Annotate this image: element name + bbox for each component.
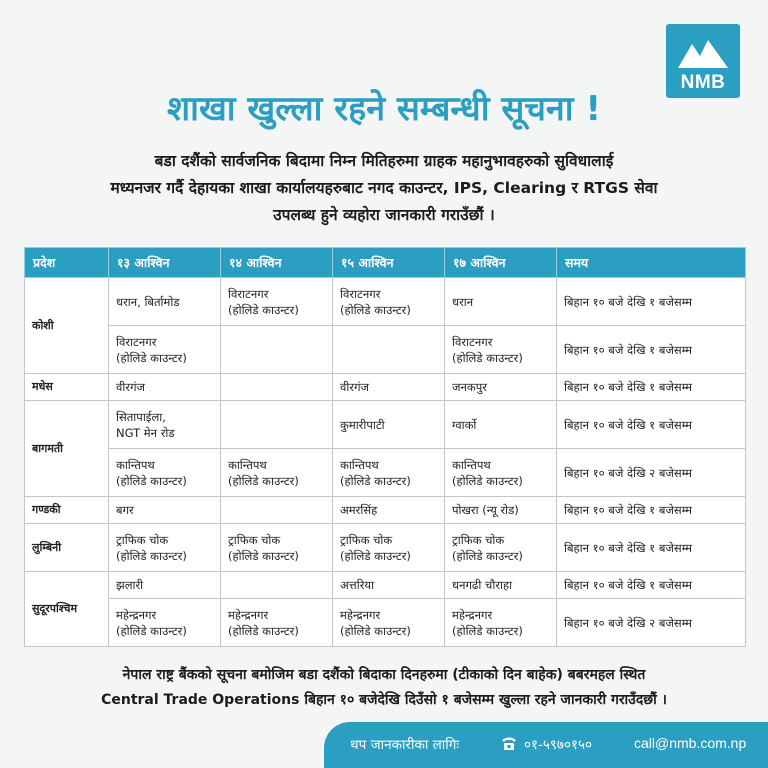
branch-cell [445,599,557,647]
page-title: शाखा खुल्ला रहने सम्बन्धी सूचना ! [167,89,601,129]
branch-cell [445,449,557,497]
table-row [25,401,746,449]
cell-line: कान्तिपथ [340,457,379,472]
footer-line: नेपाल राष्ट्र बैंकको सूचना बमोजिम बडा दशैंको बिदाका दिनहरुमा (टीकाको दिन बाहेक) बबरमहल स्थित [122,667,646,683]
cell-line: विराटनगर [452,334,493,349]
cell-line: ट्राफिक चोक [340,532,393,547]
cell-line: महेन्द्रनगर [228,607,269,622]
cell-line: ट्राफिक चोक [116,532,169,547]
cell-line: (होलिडे काउन्टर) [228,302,299,317]
cell-line: कान्तिपथ [452,457,491,472]
table-row [25,524,746,572]
time-cell: बिहान १० बजे देखि १ बजेसम्म [557,401,746,449]
logo-text: NMB [680,72,726,93]
branch-cell [109,599,221,647]
header-date: १४ आश्विन [221,248,333,278]
cell-line: कान्तिपथ [116,457,155,472]
branch-cell: ग्वार्को [445,401,557,449]
branch-cell [109,524,221,572]
province-cell: बागमती [25,401,109,497]
branch-cell: बगर [109,497,221,524]
mountain-logo-icon [676,34,730,70]
contact-label: थप जानकारीका लागिः [350,737,460,753]
branch-cell: धरान, बिर्तामोड [109,278,221,326]
cell-line: विराटनगर [116,334,157,349]
province-cell: कोशी [25,278,109,374]
header-time: समय [557,248,746,278]
intro-text [40,148,728,229]
cell-line: (होलिडे काउन्टर) [452,623,523,638]
branch-cell: जनकपुर [445,374,557,401]
branch-cell [221,572,333,599]
branch-cell [221,374,333,401]
branch-cell [333,326,445,374]
intro-line: उपलब्ध हुने व्यहोरा जानकारी गराउँछौं । [273,206,495,224]
header-date: १७ आश्विन [445,248,557,278]
cell-line: (होलिडे काउन्टर) [452,473,523,488]
branch-cell: कुमारीपाटी [333,401,445,449]
branch-cell [333,599,445,647]
cell-line: सितापाईला, [116,409,166,424]
header-date: १३ आश्विन [109,248,221,278]
cell-line: महेन्द्रनगर [340,607,381,622]
intro-line: बडा दशैंको सार्वजनिक बिदामा निम्न मितिहरुमा ग्राहक महानुभावहरुको सुविधालाई [154,152,614,170]
cell-line: महेन्द्रनगर [116,607,157,622]
cell-line: (होलिडे काउन्टर) [340,302,411,317]
cell-line: NGT मेन रोड [116,425,175,440]
cell-line: विराटनगर [228,286,269,301]
branch-cell [221,278,333,326]
header-date: १५ आश्विन [333,248,445,278]
time-cell: बिहान १० बजे देखि १ बजेसम्म [557,374,746,401]
branch-cell [333,524,445,572]
branch-cell [445,524,557,572]
footer-line: Central Trade Operations बिहान १० बजेदेखि दिउँसो १ बजेसम्म खुल्ला रहने जानकारी गराउँदछौं । [101,692,667,708]
table-row [25,599,746,647]
province-cell: सुदूरपश्चिम [25,572,109,647]
branch-cell [221,449,333,497]
time-cell: बिहान १० बजे देखि २ बजेसम्म [557,449,746,497]
branch-cell [221,401,333,449]
cell-line: (होलिडे काउन्टर) [340,548,411,563]
intro-line: मध्यनजर गर्दै देहायका शाखा कार्यालयहरुबाट नगद काउन्टर, IPS, Clearing र RTGS सेवा [110,179,658,197]
cell-line: (होलिडे काउन्टर) [116,548,187,563]
footer-notice [20,663,748,713]
phone-icon [500,734,518,752]
header-province: प्रदेश [25,248,109,278]
branch-cell [221,497,333,524]
province-cell: मधेस [25,374,109,401]
cell-line: (होलिडे काउन्टर) [116,623,187,638]
table-header-row [25,248,746,278]
branch-cell [109,401,221,449]
cell-line: (होलिडे काउन्टर) [452,548,523,563]
time-cell: बिहान १० बजे देखि १ बजेसम्म [557,497,746,524]
table-row [25,572,746,599]
cell-line: (होलिडे काउन्टर) [340,623,411,638]
branch-cell [333,449,445,497]
branch-cell: अमरसिंह [333,497,445,524]
branch-cell [221,599,333,647]
table-row [25,497,746,524]
time-cell: बिहान १० बजे देखि १ बजेसम्म [557,572,746,599]
time-cell: बिहान १० बजे देखि १ बजेसम्म [557,278,746,326]
branch-cell: झलारी [109,572,221,599]
cell-line: ट्राफिक चोक [452,532,505,547]
branch-schedule-table [24,247,746,647]
branch-cell [445,326,557,374]
cell-line: महेन्द्रनगर [452,607,493,622]
cell-line: विराटनगर [340,286,381,301]
contact-email[interactable]: call@nmb.com.np [634,735,747,751]
branch-cell: अत्तरिया [333,572,445,599]
table-row [25,326,746,374]
table-row [25,374,746,401]
cell-line: (होलिडे काउन्टर) [228,548,299,563]
branch-cell: वीरगंज [109,374,221,401]
time-cell: बिहान १० बजे देखि १ बजेसम्म [557,326,746,374]
table-row [25,278,746,326]
cell-line: ट्राफिक चोक [228,532,281,547]
time-cell: बिहान १० बजे देखि २ बजेसम्म [557,599,746,647]
table-row [25,449,746,497]
cell-line: (होलिडे काउन्टर) [452,350,523,365]
branch-cell [221,326,333,374]
contact-bar [324,722,768,768]
branch-cell: पोखरा (न्यू रोड) [445,497,557,524]
branch-cell [221,524,333,572]
cell-line: (होलिडे काउन्टर) [340,473,411,488]
time-cell: बिहान १० बजे देखि १ बजेसम्म [557,524,746,572]
branch-cell [109,449,221,497]
cell-line: कान्तिपथ [228,457,267,472]
cell-line: (होलिडे काउन्टर) [228,623,299,638]
branch-cell: धरान [445,278,557,326]
contact-phone[interactable]: ०१-५९७०१५० [524,737,593,753]
branch-cell [109,326,221,374]
cell-line: (होलिडे काउन्टर) [116,473,187,488]
cell-line: (होलिडे काउन्टर) [228,473,299,488]
branch-cell: वीरगंज [333,374,445,401]
province-cell: लुम्बिनी [25,524,109,572]
province-cell: गण्डकी [25,497,109,524]
branch-cell [333,278,445,326]
branch-cell: धनगढी चौराहा [445,572,557,599]
cell-line: (होलिडे काउन्टर) [116,350,187,365]
